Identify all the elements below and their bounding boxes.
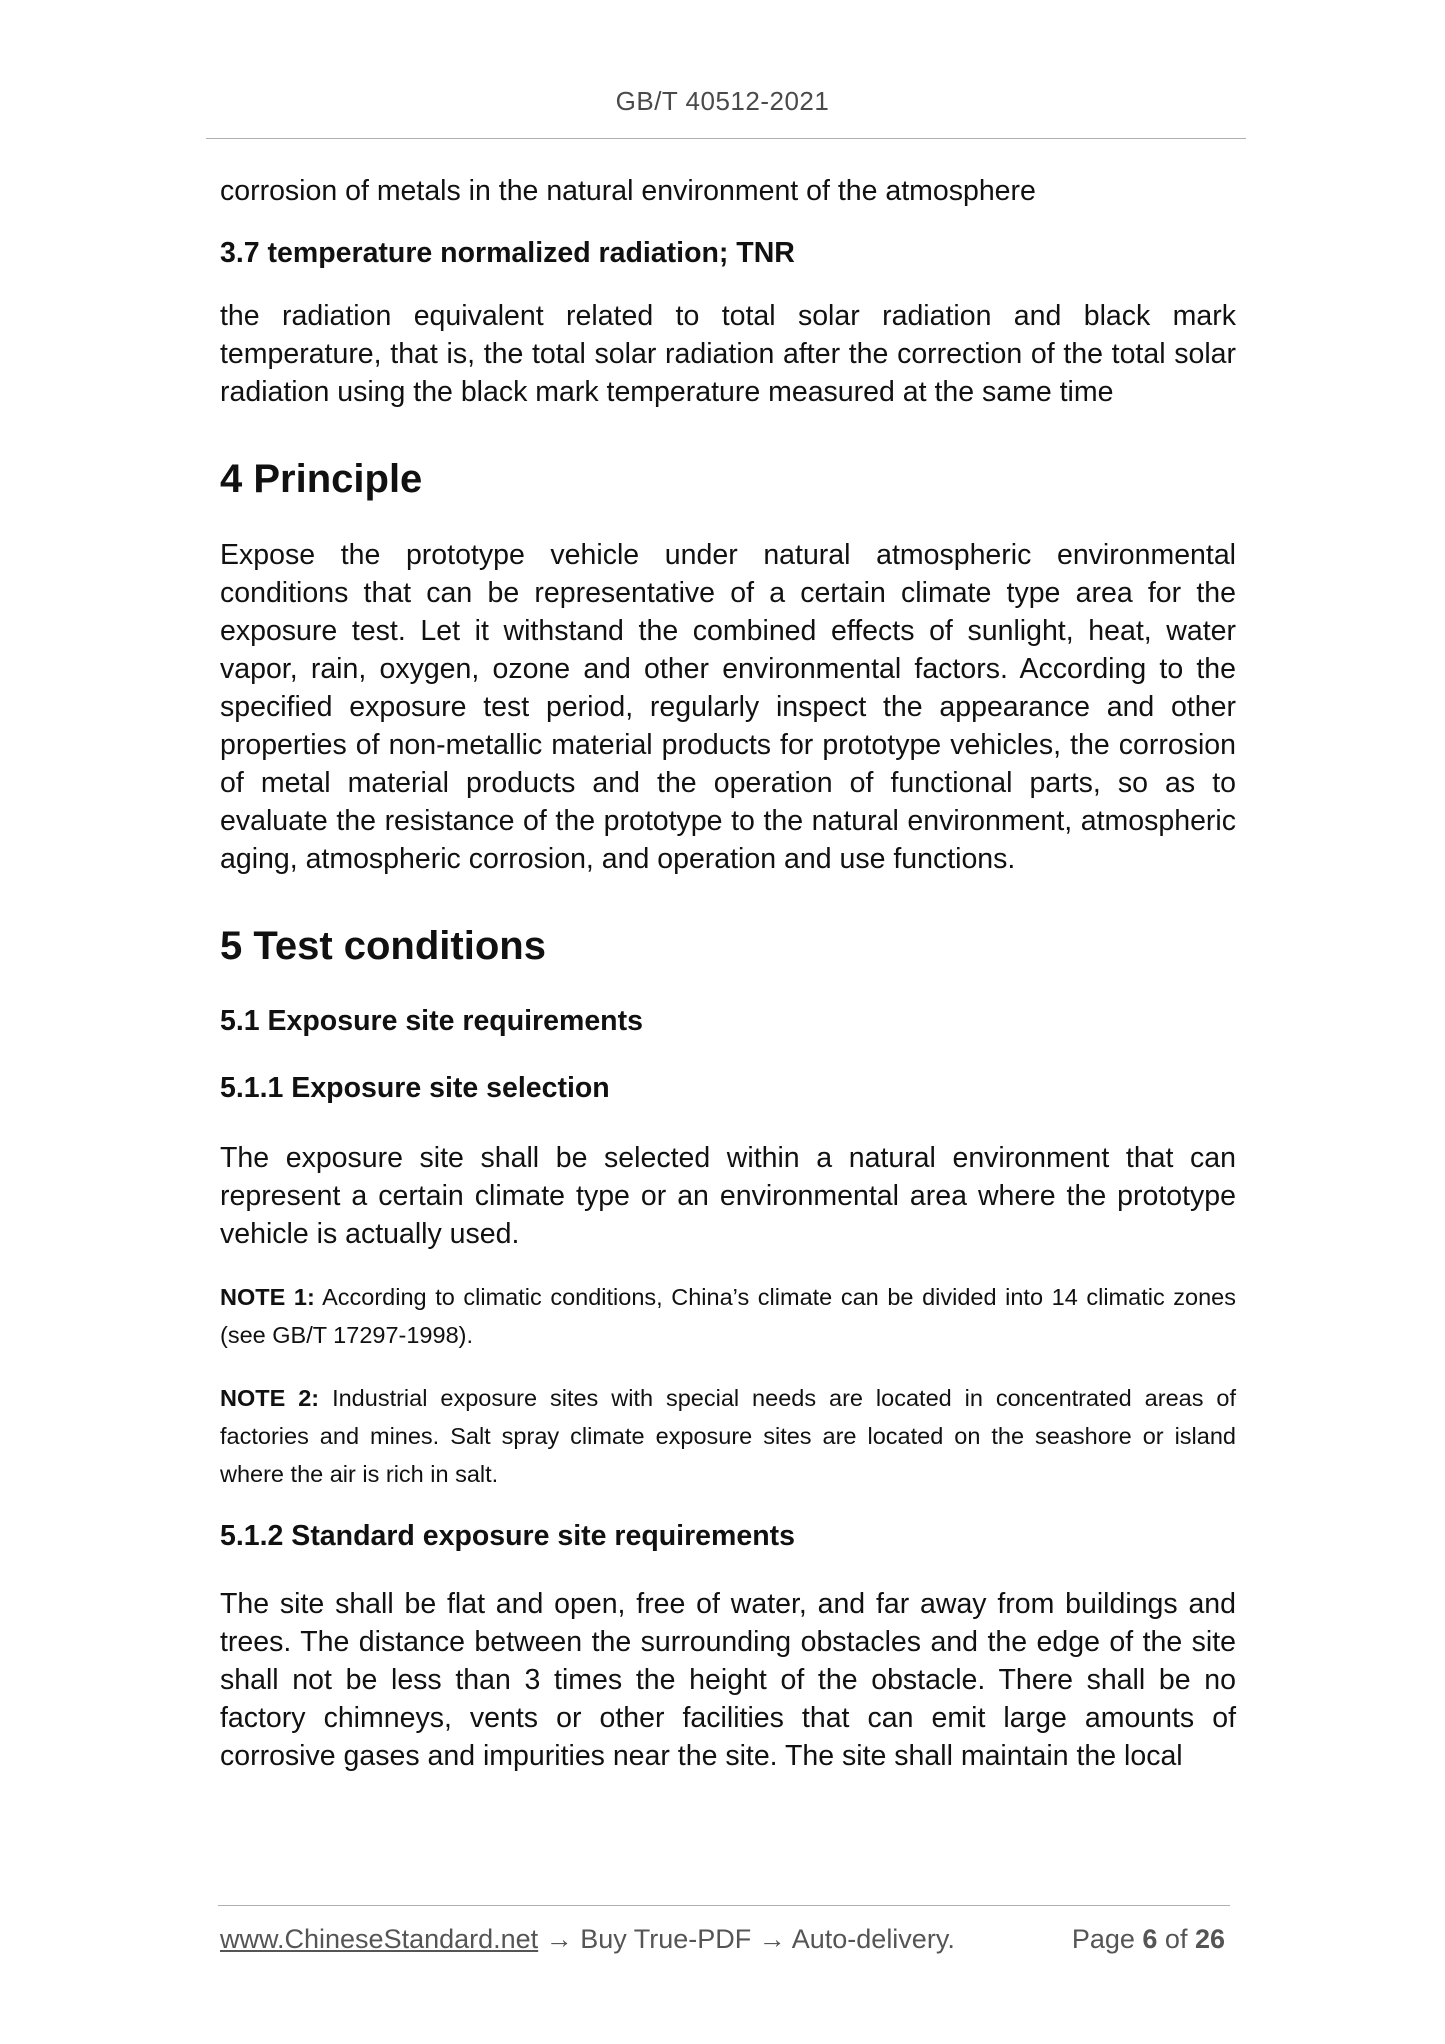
term-3-7-definition: the radiation equivalent related to total solar radiation and black mark temperature, that is, the total solar radiation after the correction of the total solar radiation using the black mark temperature measured at the same time [220,300,1236,408]
term-3-7-heading: 3.7 temperature normalized radiation; TNR [220,237,795,269]
page-content [220,172,1236,1775]
subsection-5-1-heading: 5.1 Exposure site requirements [220,1005,643,1037]
footer-tagline: → Buy True-PDF → Auto-delivery. [538,1924,955,1954]
note-2-label: NOTE 2: [220,1385,320,1411]
section-4-paragraph: Expose the prototype vehicle under natural atmospheric environmental conditions that can be representative of a certain climate type area for the exposure test. Let it withstand the combined effects of sunlight, heat, water vapor, rain, oxygen, ozone and other environmental factors. According to the specified exposure test period, regularly inspect the appearance and other properties of non-metallic material products for prototype vehicles, the corrosion of metal material products and the operation of functional parts, so as to evaluate the resistance of the prototype to the natural environment, atmospheric aging, atmospheric corrosion, and operation and use functions. [220,539,1236,875]
subsection-5-1-2-paragraph: The site shall be flat and open, free of water, and far away from buildings and trees. The distance between the surrounding obstacles and the edge of the site shall not be less than 3 times the height of the obstacle. There shall be no factory chimneys, vents or other facilities that can emit large amounts of corrosive gases and impurities near the site. The site shall maintain the local [220,1588,1236,1772]
document-header: GB/T 40512-2021 [615,86,830,116]
subsection-5-1-2-heading: 5.1.2 Standard exposure site requirements [220,1520,795,1552]
note-2 [220,1379,1236,1493]
page-word: Page [1071,1924,1143,1954]
note-1 [220,1278,1236,1354]
subsection-5-1-1-heading: 5.1.1 Exposure site selection [220,1072,610,1104]
page-indicator [1072,1924,1225,1955]
section-4-heading: 4 Principle [220,457,423,501]
continued-paragraph: corrosion of metals in the natural environment of the atmosphere [220,175,1036,207]
header-divider [206,138,1246,139]
subsection-5-1-1-paragraph: The exposure site shall be selected within a natural environment that can represent a certain climate type or an environmental area where the prototype vehicle is actually used. [220,1142,1236,1250]
note-2-text: Industrial exposure sites with special needs are located in concentrated areas of factories and mines. Salt spray climate exposure sites are located on the seashore or island where the air is rich in salt. [220,1385,1236,1487]
footer-divider [218,1905,1230,1906]
current-page-number: 6 [1142,1924,1158,1954]
section-5-heading: 5 Test conditions [220,924,546,968]
note-1-label: NOTE 1: [220,1284,315,1310]
footer-promo [220,1924,955,1955]
total-pages-number: 26 [1194,1924,1225,1954]
of-word: of [1157,1924,1195,1954]
website-link[interactable]: www.ChineseStandard.net [220,1924,539,1954]
note-1-text: According to climatic conditions, China’s climate can be divided into 14 climatic zones (see GB/T 17297-1998). [220,1284,1236,1348]
